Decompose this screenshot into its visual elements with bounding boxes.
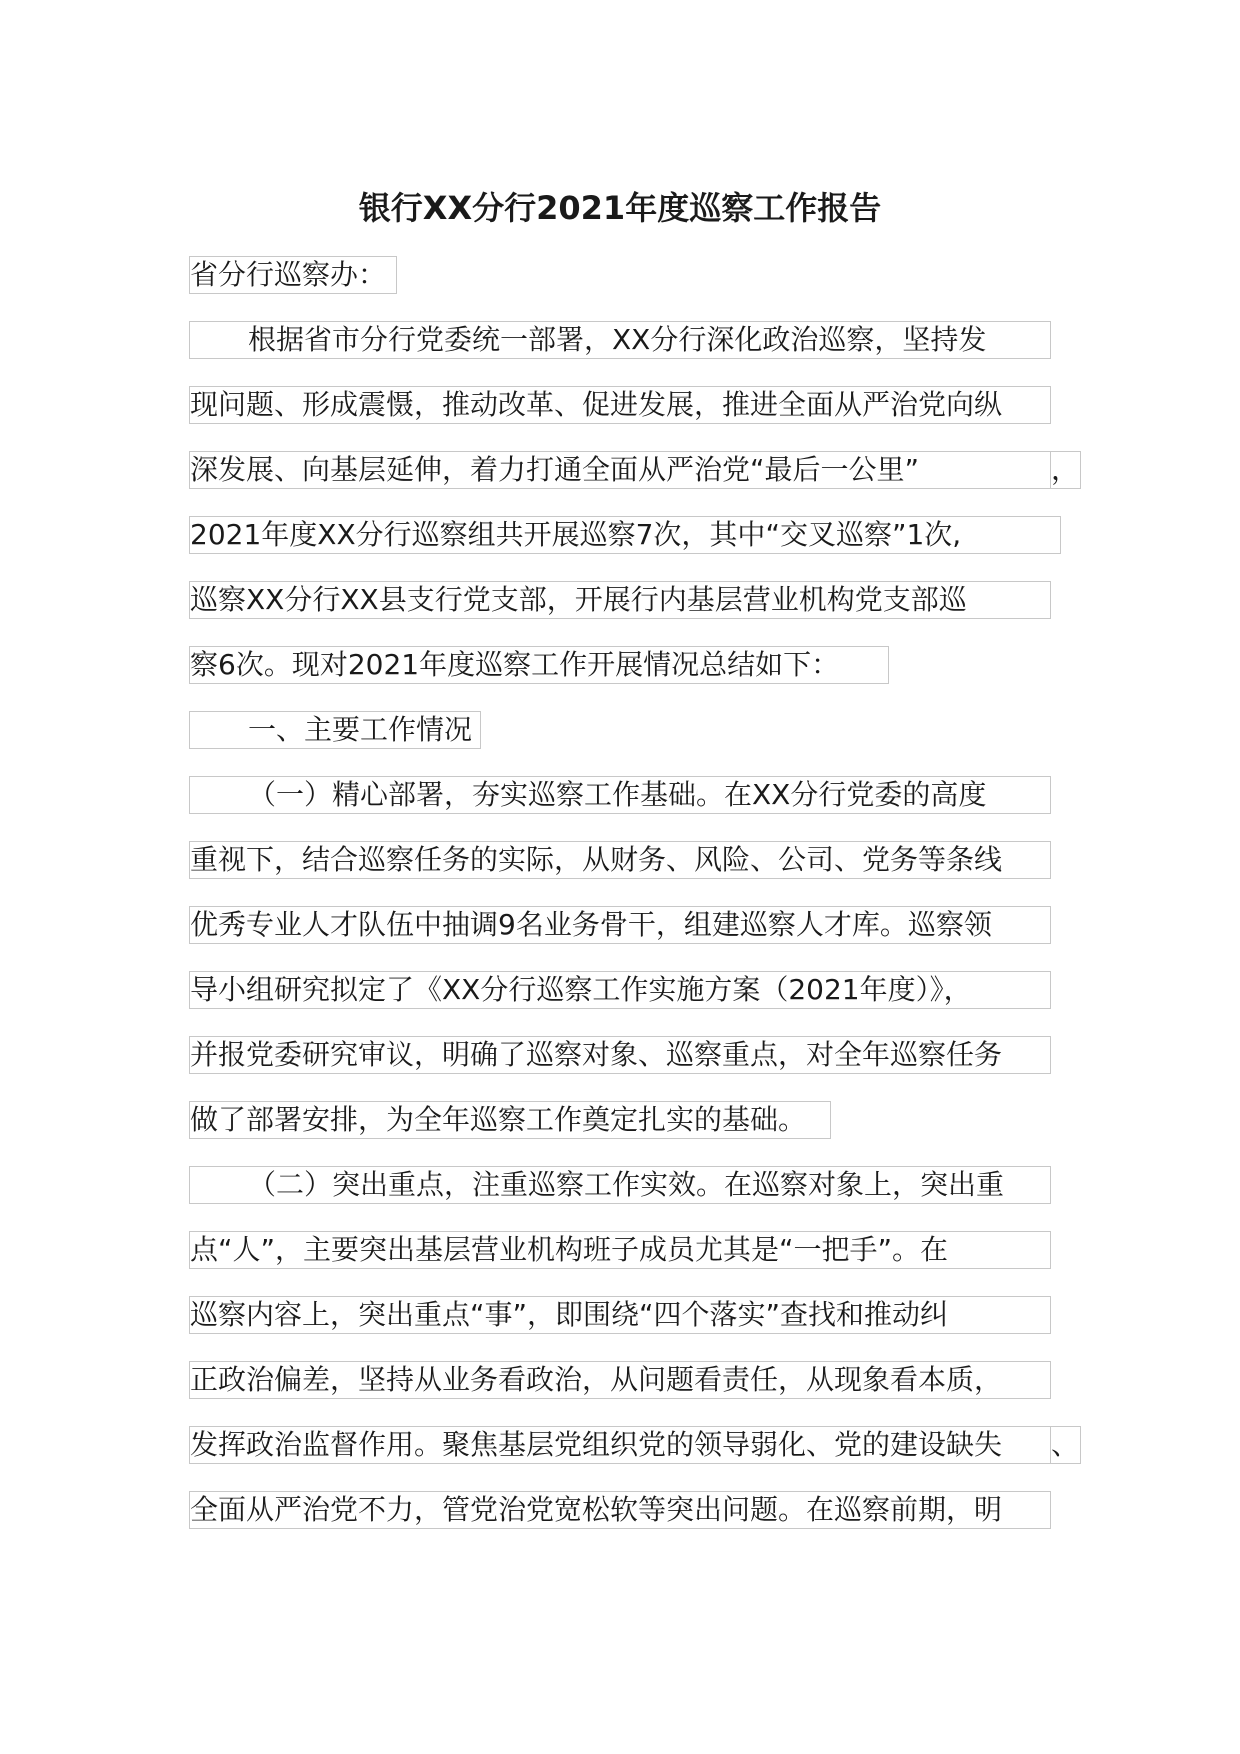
line-text: 深发展、向基层延伸，着力打通全面从严治党“最后一公里”	[190, 453, 920, 486]
line-text: 现问题、形成震慑，推动改革、促进发展，推进全面从严治党向纵	[190, 388, 1003, 421]
trailing-punctuation: 、	[1051, 1428, 1080, 1461]
trailing-punctuation-box	[1051, 1426, 1081, 1464]
text-line	[189, 1036, 1051, 1074]
text-line	[189, 1361, 1051, 1399]
line-text: 导小组研究拟定了《XX分行巡察工作实施方案（2021年度）》，	[190, 973, 972, 1006]
text-line	[189, 1231, 1051, 1269]
line-text: 正政治偏差，坚持从业务看政治，从问题看责任，从现象看本质，	[190, 1363, 1003, 1396]
trailing-punctuation: ，	[1051, 453, 1080, 486]
text-line	[189, 1166, 1051, 1204]
text-line	[189, 1101, 831, 1139]
line-text: 巡察内容上，突出重点“事”，即围绕“四个落实”查找和推动纠	[190, 1298, 949, 1331]
text-line	[189, 1491, 1051, 1529]
document-title: 银行XX分行2021年度巡察工作报告	[358, 189, 882, 227]
text-line	[189, 906, 1051, 944]
line-text: （一）精心部署，夯实巡察工作基础。在XX分行党委的高度	[248, 778, 987, 811]
text-line	[189, 321, 1051, 359]
text-line	[189, 581, 1051, 619]
line-text: 根据省市分行党委统一部署，XX分行深化政治巡察，坚持发	[248, 323, 987, 356]
text-line	[189, 1296, 1051, 1334]
salutation-text: 省分行巡察办：	[190, 258, 387, 291]
text-line	[189, 776, 1051, 814]
line-text: 2021年度XX分行巡察组共开展巡察7次，其中“交叉巡察”1次,	[190, 518, 962, 551]
salutation	[189, 256, 397, 294]
line-text: 巡察XX分行XX县支行党支部，开展行内基层营业机构党支部巡	[190, 583, 967, 616]
text-line	[189, 516, 1061, 554]
trailing-punctuation-box	[1051, 451, 1081, 489]
line-text: 并报党委研究审议，明确了巡察对象、巡察重点，对全年巡察任务	[190, 1038, 1003, 1071]
text-line	[189, 386, 1051, 424]
text-line	[189, 451, 1051, 489]
text-line	[189, 971, 1051, 1009]
section-heading-text: 一、主要工作情况	[248, 713, 473, 746]
line-text: 发挥政治监督作用。聚焦基层党组织党的领导弱化、党的建设缺失	[190, 1428, 1003, 1461]
text-line	[189, 1426, 1051, 1464]
text-line	[189, 646, 889, 684]
line-text: 察6次。现对2021年度巡察工作开展情况总结如下：	[190, 648, 840, 681]
line-text: 优秀专业人才队伍中抽调9名业务骨干，组建巡察人才库。巡察领	[190, 908, 992, 941]
line-text: 重视下，结合巡察任务的实际，从财务、风险、公司、党务等条线	[190, 843, 1003, 876]
line-text: 全面从严治党不力，管党治党宽松软等突出问题。在巡察前期，明	[190, 1493, 1003, 1526]
line-text: 做了部署安排，为全年巡察工作奠定扎实的基础。	[190, 1103, 807, 1136]
text-line	[189, 841, 1051, 879]
section-heading	[189, 711, 481, 749]
line-text: 点“人”，主要突出基层营业机构班子成员尤其是“一把手”。在	[190, 1233, 949, 1266]
line-text: （二）突出重点，注重巡察工作实效。在巡察对象上，突出重	[248, 1168, 1005, 1201]
